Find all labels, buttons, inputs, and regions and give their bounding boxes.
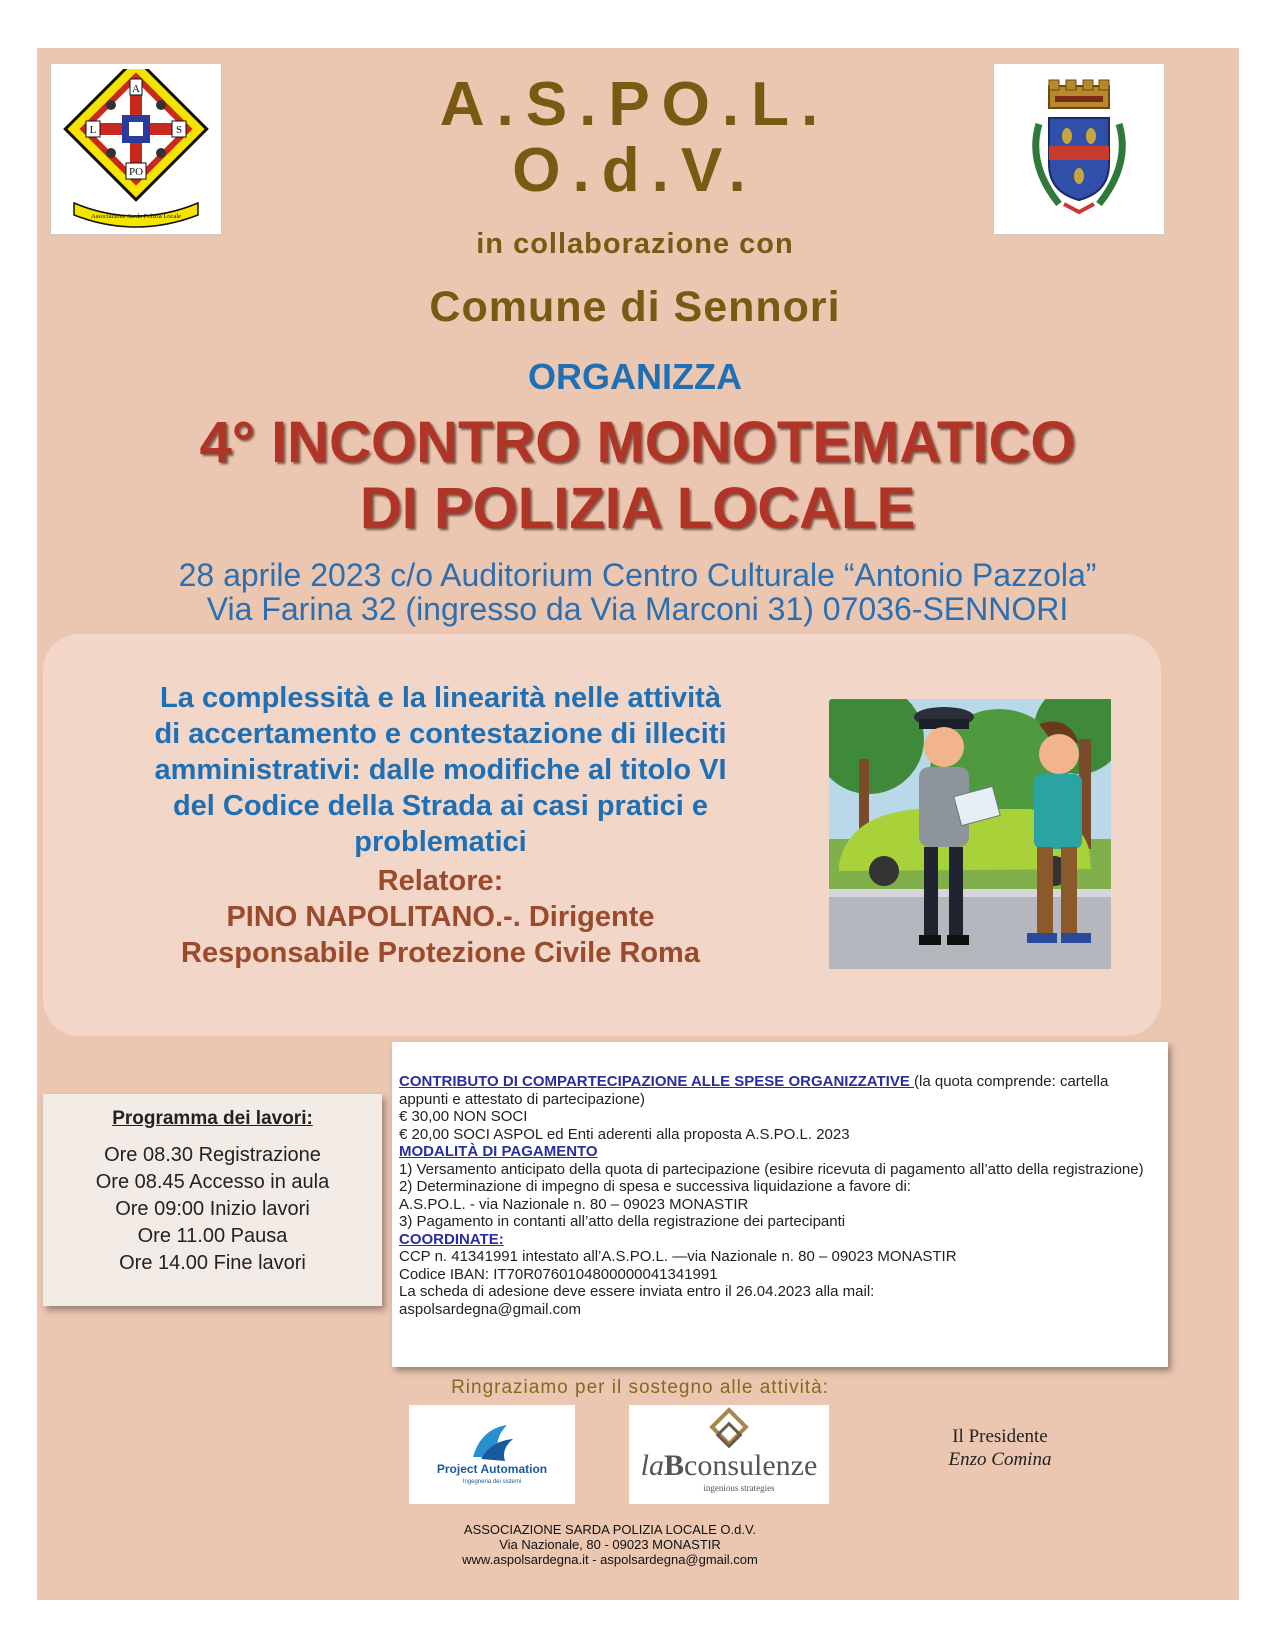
contact-email: aspolsardegna@gmail.com (399, 1300, 581, 1318)
footer-contacts: www.aspolsardegna.it - aspolsardegna@gmail.com (462, 1552, 758, 1567)
aspol-emblem-icon (56, 69, 216, 229)
collab-text: in collaborazione con (476, 228, 794, 260)
modalita-item: 2) Determinazione di impegno di spesa e successiva liquidazione a favore di: (399, 1178, 911, 1195)
contributo-heading: CONTRIBUTO DI COMPARTECIPAZIONE ALLE SPESE ORGANIZZATIVE (399, 1073, 915, 1090)
coat-of-arms-icon (1009, 74, 1149, 224)
relatore-name: PINO NAPOLITANO.-. Dirigente (226, 901, 655, 933)
footer-address: Via Nazionale, 80 - 09023 MONASTIR (499, 1537, 721, 1552)
organizza-text: ORGANIZZA (528, 356, 742, 397)
topic-line: La complessità e la linearità nelle attività (160, 682, 721, 714)
svg-text:L: L (89, 124, 97, 136)
event-title-line2: DI POLIZIA LOCALE (359, 476, 916, 541)
project-automation-logo (409, 1405, 575, 1504)
svg-text:ingenious strategies: ingenious strategies (703, 1483, 775, 1493)
price-non-soci: € 30,00 NON SOCI (399, 1108, 528, 1125)
svg-text:Associazione Sarda Polizia Loc: Associazione Sarda Polizia Locale (90, 213, 182, 220)
police-scene-icon (829, 699, 1111, 969)
svg-text:Ingegneria dei sistemi: Ingegneria dei sistemi (462, 1479, 522, 1485)
svg-text:PO: PO (128, 166, 144, 178)
program-item: Ore 08.30 Registrazione (104, 1144, 321, 1166)
thanks-text: Ringraziamo per il sostegno alle attività: (451, 1377, 829, 1398)
svg-text:A: A (132, 83, 140, 95)
program-item: Ore 08.45 Accesso in aula (95, 1171, 330, 1193)
comune-text: Comune di Sennori (429, 283, 841, 331)
footer-association: ASSOCIAZIONE SARDA POLIZIA LOCALE O.d.V. (463, 1522, 757, 1537)
contributo-note: (la quota comprende: cartella appunti e attestato di partecipazione) (399, 1073, 1109, 1108)
topic-line: problematici (354, 826, 527, 858)
president-signature (915, 1425, 1085, 1471)
topic-line: di accertamento e contestazione di illeciti (154, 718, 727, 750)
program-item: Ore 09:00 Inizio lavori (115, 1198, 310, 1220)
program-item: Ore 14.00 Fine lavori (119, 1252, 306, 1274)
project-automation-icon (409, 1405, 575, 1504)
payment-info-text (399, 1073, 1159, 1318)
svg-text:laBconsulenze: laBconsulenze (640, 1449, 818, 1482)
president-role: Il Presidente (952, 1426, 1048, 1447)
event-title (40, 410, 1235, 542)
program-list (43, 1142, 382, 1277)
modalita-item: A.S.PO.L. - via Nazionale n. 80 – 09023 MONASTIR (399, 1195, 749, 1213)
topic-line: del Codice della Strada ai casi pratici e (172, 790, 709, 822)
modalita-item: 1) Versamento anticipato della quota di partecipazione (esibire ricevuta di pagamento all’atto della registrazione) (399, 1160, 1144, 1178)
relatore-label: Relatore: (377, 865, 504, 897)
modalita-heading: MODALITÀ DI PAGAMENTO (399, 1143, 598, 1160)
event-date-line: 28 aprile 2023 c/o Auditorium Centro Culturale “Antonio Pazzola” (178, 557, 1097, 593)
title-line1: A.S.PO.L. (439, 70, 831, 139)
topic-text (88, 680, 793, 860)
president-name: Enzo Comina (948, 1449, 1052, 1470)
police-officer-illustration (829, 699, 1111, 969)
labconsulenze-logo (629, 1405, 829, 1504)
program-item: Ore 11.00 Pausa (137, 1225, 288, 1247)
scheda-text: La scheda di adesione deve essere inviata entro il 26.04.2023 alla mail: (399, 1283, 875, 1300)
topic-line: amministrativi: dalle modifiche al titolo VI (154, 754, 727, 786)
ccp-text: CCP n. 41341991 intestato all’A.S.PO.L. —via Nazionale n. 80 – 09023 MONASTIR (399, 1248, 957, 1265)
aspol-title (260, 72, 1010, 204)
program-box (43, 1094, 382, 1306)
labconsulenze-icon (629, 1405, 829, 1504)
svg-text:Project Automation: Project Automation (436, 1462, 548, 1476)
comune-coat-of-arms (993, 63, 1165, 235)
footer (400, 1522, 820, 1567)
event-place (40, 558, 1235, 626)
coordinate-heading: COORDINATE: (399, 1230, 504, 1248)
relatore-role: Responsabile Protezione Civile Roma (181, 937, 700, 969)
aspol-logo (50, 63, 222, 235)
svg-text:S: S (175, 124, 183, 136)
relatore-block (88, 863, 793, 971)
payment-info-box (392, 1042, 1168, 1367)
program-title: Programma dei lavori: (112, 1108, 313, 1129)
iban-text: Codice IBAN: IT70R0760104800000041341991 (399, 1265, 718, 1283)
modalita-item: 3) Pagamento in contanti all’atto della registrazione dei partecipanti (399, 1213, 846, 1230)
event-title-line1: 4° INCONTRO MONOTEMATICO (199, 410, 1076, 475)
event-address-line: Via Farina 32 (ingresso da Via Marconi 31) 07036-SENNORI (206, 591, 1069, 627)
title-line2: O.d.V. (512, 136, 758, 205)
price-soci: € 20,00 SOCI ASPOL ed Enti aderenti alla proposta A.S.PO.L. 2023 (399, 1125, 850, 1143)
